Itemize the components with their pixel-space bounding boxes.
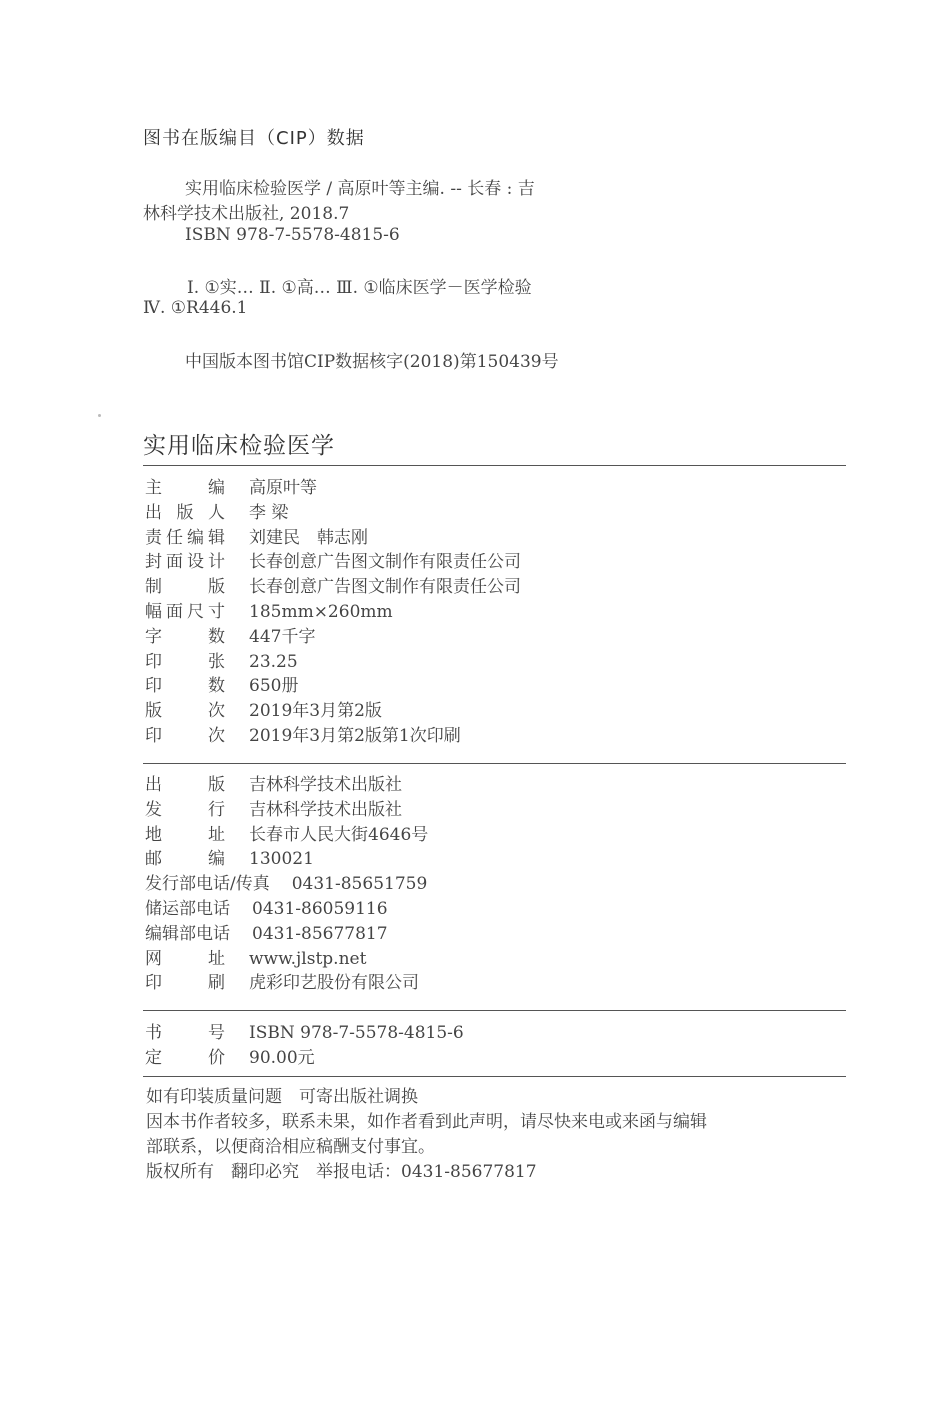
row-label: 封 面 设 计 <box>145 552 225 573</box>
row-value: 吉林科学技术出版社 <box>249 799 402 820</box>
row-label: 出 版 <box>145 775 225 795</box>
info-row <box>145 650 521 675</box>
divider-2 <box>143 763 846 764</box>
cip-classification-2: Ⅳ. ①R446.1 <box>143 298 248 318</box>
info-row <box>145 699 521 724</box>
cip-heading: 图书在版编目（CIP）数据 <box>143 128 365 149</box>
cip-isbn: ISBN 978-7-5578-4815-6 <box>185 225 400 245</box>
info-row <box>145 575 521 600</box>
row-value: 长春市人民大街4646号 <box>249 824 429 845</box>
info-row <box>145 823 428 848</box>
note-quality: 如有印装质量问题 可寄出版社调换 <box>146 1087 418 1107</box>
row-value: 刘建民 韩志刚 <box>249 527 368 548</box>
info-row <box>145 1021 464 1046</box>
info-row <box>145 501 521 526</box>
row-label: 制 版 <box>145 577 225 598</box>
info-row <box>145 922 428 947</box>
row-value: 0431-86059116 <box>252 898 388 919</box>
info-row <box>145 674 521 699</box>
row-value: 虎彩印艺股份有限公司 <box>249 973 419 994</box>
info-row <box>145 798 428 823</box>
isbn-value: ISBN 978-7-5578-4815-6 <box>249 1023 464 1043</box>
row-value: 长春创意广告图文制作有限责任公司 <box>249 552 521 573</box>
info-row <box>145 1046 464 1071</box>
row-value: 0431-85651759 <box>291 874 428 895</box>
info-row <box>145 847 428 872</box>
info-row <box>145 550 521 575</box>
row-value: 长春创意广告图文制作有限责任公司 <box>249 577 521 598</box>
row-value: 吉林科学技术出版社 <box>249 775 402 795</box>
row-value: 高原叶等 <box>249 478 317 498</box>
info-row <box>145 724 521 749</box>
website: www.jlstp.net <box>249 948 367 969</box>
row-value: 447千字 <box>249 626 316 647</box>
cip-classification-1: Ⅰ. ①实… Ⅱ. ①高… Ⅲ. ①临床医学－医学检验 <box>187 278 532 298</box>
note-author-2: 部联系，以便商洽相应稿酬支付事宜。 <box>146 1137 435 1157</box>
publisher-info <box>145 773 428 996</box>
row-label: 书 号 <box>145 1023 225 1043</box>
row-value: 130021 <box>249 849 314 870</box>
row-label: 印 张 <box>145 651 225 672</box>
row-label: 字 数 <box>145 626 225 647</box>
cip-record-number: 中国版本图书馆CIP数据核字(2018)第150439号 <box>185 352 559 372</box>
row-value: 0431-85677817 <box>252 923 388 944</box>
row-value: 2019年3月第2版第1次印刷 <box>249 725 461 746</box>
row-label: 储运部电话 <box>145 898 230 919</box>
divider-3 <box>143 1010 846 1011</box>
info-row <box>145 971 428 996</box>
scan-speck <box>98 414 101 417</box>
price-info <box>145 1021 464 1071</box>
divider-1 <box>143 465 846 466</box>
book-title: 实用临床检验医学 <box>143 433 335 459</box>
row-label: 发行部电话/传真 <box>145 874 270 895</box>
info-row <box>145 600 521 625</box>
info-row <box>145 773 428 798</box>
info-row <box>145 625 521 650</box>
row-label: 印 数 <box>145 676 225 697</box>
row-label: 责 任 编 辑 <box>145 527 225 548</box>
row-label: 地 址 <box>145 824 225 845</box>
cip-line-1: 实用临床检验医学 / 高原叶等主编. -- 长春 : 吉 <box>185 179 535 199</box>
row-label: 主 编 <box>145 478 225 498</box>
row-label: 版 次 <box>145 701 225 722</box>
row-label: 编辑部电话 <box>145 923 230 944</box>
row-value: 李 梁 <box>249 502 289 523</box>
row-label: 印 刷 <box>145 973 225 994</box>
row-label: 定 价 <box>145 1047 225 1068</box>
price-value: 90.00元 <box>249 1047 315 1068</box>
row-value: 23.25 <box>249 651 298 672</box>
info-row <box>145 476 521 501</box>
note-copyright: 版权所有 翻印必究 举报电话：0431-85677817 <box>146 1162 537 1182</box>
row-label: 出 版 人 <box>145 502 225 523</box>
row-label: 幅 面 尺 寸 <box>145 601 225 622</box>
note-author-1: 因本书作者较多，联系未果，如作者看到此声明，请尽快来电或来函与编辑 <box>146 1112 707 1132</box>
row-value: 185mm×260mm <box>249 601 393 622</box>
info-row <box>145 526 521 551</box>
info-row <box>145 897 428 922</box>
info-row <box>145 872 428 897</box>
row-label: 网 址 <box>145 948 225 969</box>
divider-4 <box>143 1076 846 1077</box>
production-info <box>145 476 521 749</box>
row-label: 印 次 <box>145 725 225 746</box>
row-value: 2019年3月第2版 <box>249 701 382 722</box>
info-row <box>145 947 428 972</box>
cip-line-2: 林科学技术出版社, 2018.7 <box>143 204 350 224</box>
row-value: 650册 <box>249 676 299 697</box>
row-label: 发 行 <box>145 799 225 820</box>
row-label: 邮 编 <box>145 849 225 870</box>
